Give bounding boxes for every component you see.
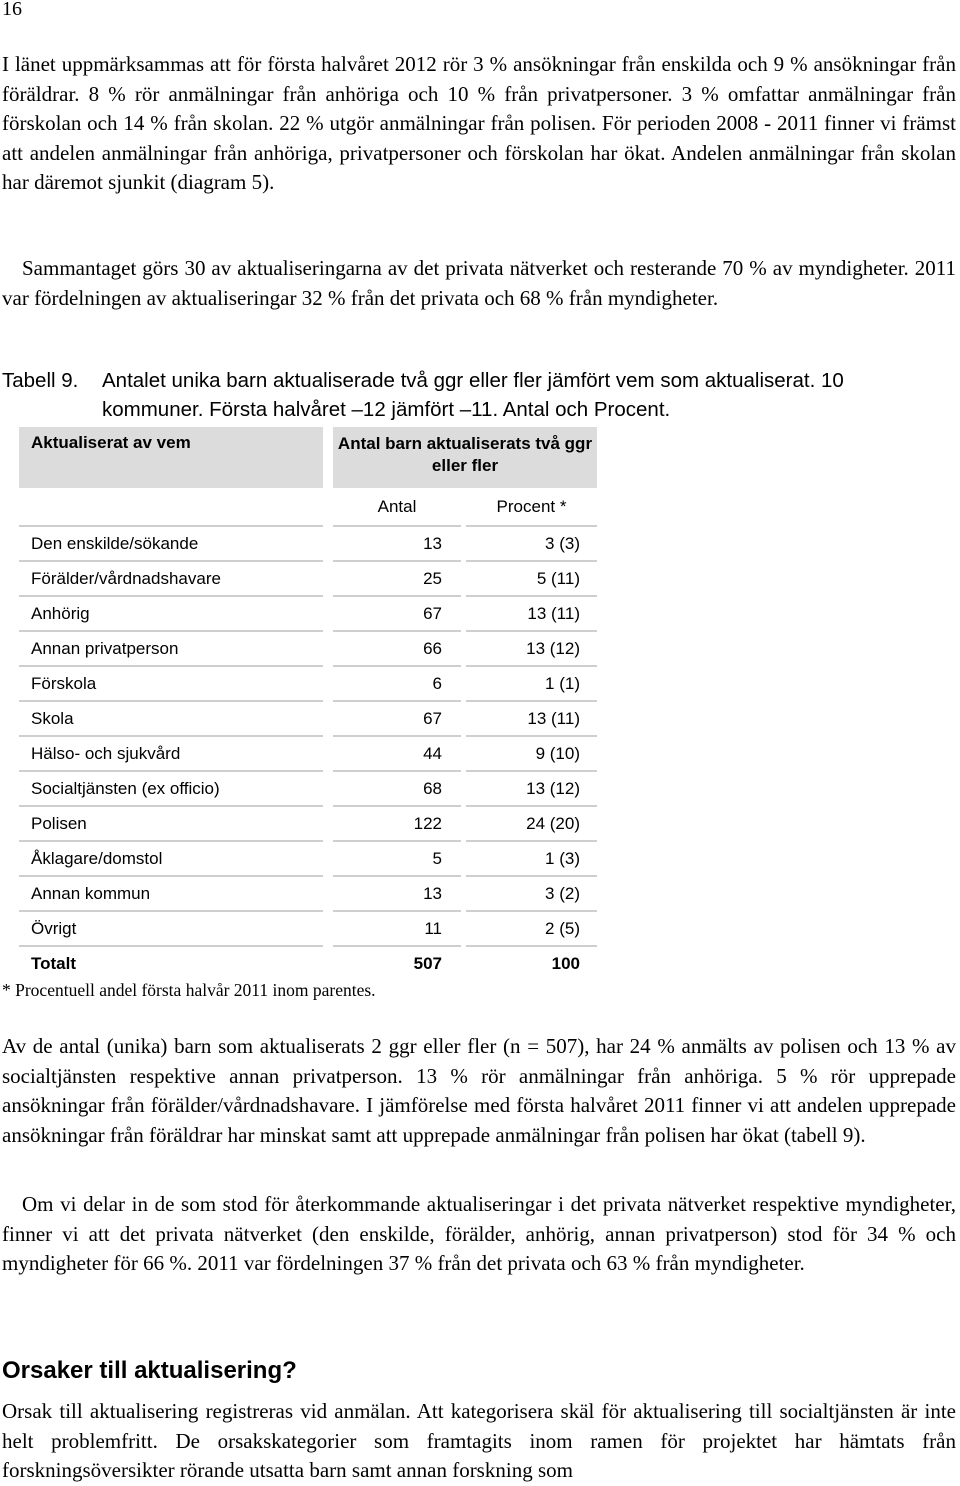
row-procent: 1 (1)	[545, 673, 580, 693]
table-caption-line2: kommuner. Första halvåret –12 jämfört –11. Antal och Procent.	[102, 398, 671, 421]
row-label: Socialtjänsten (ex officio)	[31, 778, 220, 798]
row-antal: 44	[423, 743, 442, 763]
row-label: Åklagare/domstol	[31, 848, 163, 868]
row-procent: 24 (20)	[526, 813, 580, 833]
row-procent: 2 (5)	[545, 918, 580, 938]
table-total-row	[19, 945, 597, 980]
data-table	[19, 427, 597, 980]
subheader-procent: Procent *	[496, 496, 567, 516]
row-procent: 13 (11)	[527, 708, 580, 728]
row-procent: 100	[551, 953, 580, 973]
row-antal: 66	[423, 638, 442, 658]
row-label: Polisen	[31, 813, 87, 833]
row-label: Skola	[31, 708, 74, 728]
table-row	[19, 700, 597, 735]
table-row	[19, 665, 597, 700]
table-row	[19, 910, 597, 945]
row-label: Totalt	[31, 953, 77, 973]
row-antal: 122	[413, 813, 442, 833]
paragraph-3: Av de antal (unika) barn som aktualiserats 2 ggr eller fler (n = 507), har 24 % anmälts av polisen och 13 % av socialtjänsten respektive annan privatperson. 13 % rör anmälningar från anhöriga. 5 % rör upprepade ansökningar från förälder/vårdnadshavare. I jämförelse med första halvåret 2011 finner vi att andelen upprepade ansökningar från föräldrar har minskat samt att upprepade anmälningar från polisen har ökat (tabell 9).	[2, 1034, 956, 1147]
row-antal: 13	[423, 883, 442, 903]
row-label: Den enskilde/sökande	[31, 533, 199, 553]
row-label: Annan kommun	[31, 883, 151, 903]
paragraph-4: Om vi delar in de som stod för återkommande aktualiseringar i det privata nätverket respektive myndigheter, finner vi att det privata nätverket (den enskilde, förälder, anhörig, annan privatperson) stod för 34 % och myndigheter för 66 %. 2011 var fördelningen 37 % från det privata och 63 % från myndigheter.	[2, 1192, 956, 1275]
table-caption-label: Tabell 9.	[2, 369, 79, 392]
table-row	[19, 525, 597, 560]
row-procent: 13 (12)	[526, 778, 580, 798]
row-antal: 25	[423, 568, 442, 588]
table-caption	[2, 366, 956, 424]
row-antal: 68	[423, 778, 442, 798]
row-antal: 5	[432, 848, 442, 868]
row-label: Övrigt	[31, 918, 77, 938]
page-number: 16	[2, 0, 22, 20]
table-row	[19, 770, 597, 805]
row-procent: 13 (11)	[527, 603, 580, 623]
row-label: Annan privatperson	[31, 638, 179, 658]
row-antal: 67	[423, 708, 442, 728]
row-procent: 3 (2)	[545, 883, 580, 903]
table-row	[19, 560, 597, 595]
paragraph-2: Sammantaget görs 30 av aktualiseringarna av det privata nätverket och resterande 70 % av myndigheter. 2011 var fördelningen av aktualiseringar 32 % från det privata och 68 % från myndigheter.	[2, 256, 956, 310]
table-header-row	[19, 427, 597, 488]
row-procent: 5 (11)	[536, 568, 580, 588]
section-heading: Orsaker till aktualisering?	[2, 1357, 297, 1384]
table-row	[19, 735, 597, 770]
row-antal: 13	[423, 533, 442, 553]
row-procent: 3 (3)	[545, 533, 580, 553]
table-row	[19, 840, 597, 875]
row-procent: 1 (3)	[545, 848, 580, 868]
paragraph-1: I länet uppmärksammas att för första halvåret 2012 rör 3 % ansökningar från enskilda och 9 % ansökningar från föräldrar. 8 % rör anmälningar från anhöriga och 10 % från privatpersoner. 3 % omfattar anmälningar från förskolan och 14 % från skolan. 22 % utgör anmälningar från polisen. För perioden 2008 - 2011 finner vi främst att andelen anmälningar från anhöriga, privatpersoner och förskolan har ökat. Andelen anmälningar från skolan har däremot sjunkit (diagram 5).	[2, 52, 956, 194]
subheader-antal: Antal	[377, 496, 417, 516]
row-antal: 67	[423, 603, 442, 623]
row-label: Anhörig	[31, 603, 90, 623]
table-caption-line1: Antalet unika barn aktualiserade två ggr eller fler jämfört vem som aktualiserat. 10	[102, 369, 844, 392]
row-label: Hälso- och sjukvård	[31, 743, 181, 763]
row-antal: 507	[413, 953, 442, 973]
table-footnote: * Procentuell andel första halvår 2011 inom parentes.	[2, 980, 376, 1000]
row-label: Förälder/vårdnadshavare	[31, 568, 221, 588]
row-antal: 6	[432, 673, 442, 693]
table-row	[19, 805, 597, 840]
col-header-aktualiserat: Aktualiserat av vem	[19, 427, 323, 488]
row-antal: 11	[424, 918, 442, 938]
row-label: Förskola	[31, 673, 97, 693]
col-header-antal-barn: Antal barn aktualiserats två ggr eller fler	[333, 427, 597, 488]
row-procent: 13 (12)	[526, 638, 580, 658]
paragraph-5: Orsak till aktualisering registreras vid anmälan. Att kategorisera skäl för aktualisering till socialtjänsten är inte helt problemfritt. De orsakskategorier som framtagits inom ramen för projektet har hämtats från forskningsöversikter rörande utsatta barn samt annan forskning som	[2, 1399, 956, 1482]
table-row	[19, 595, 597, 630]
row-procent: 9 (10)	[535, 743, 580, 763]
table-row	[19, 630, 597, 665]
table-subheader-row	[19, 488, 597, 525]
table-row	[19, 875, 597, 910]
